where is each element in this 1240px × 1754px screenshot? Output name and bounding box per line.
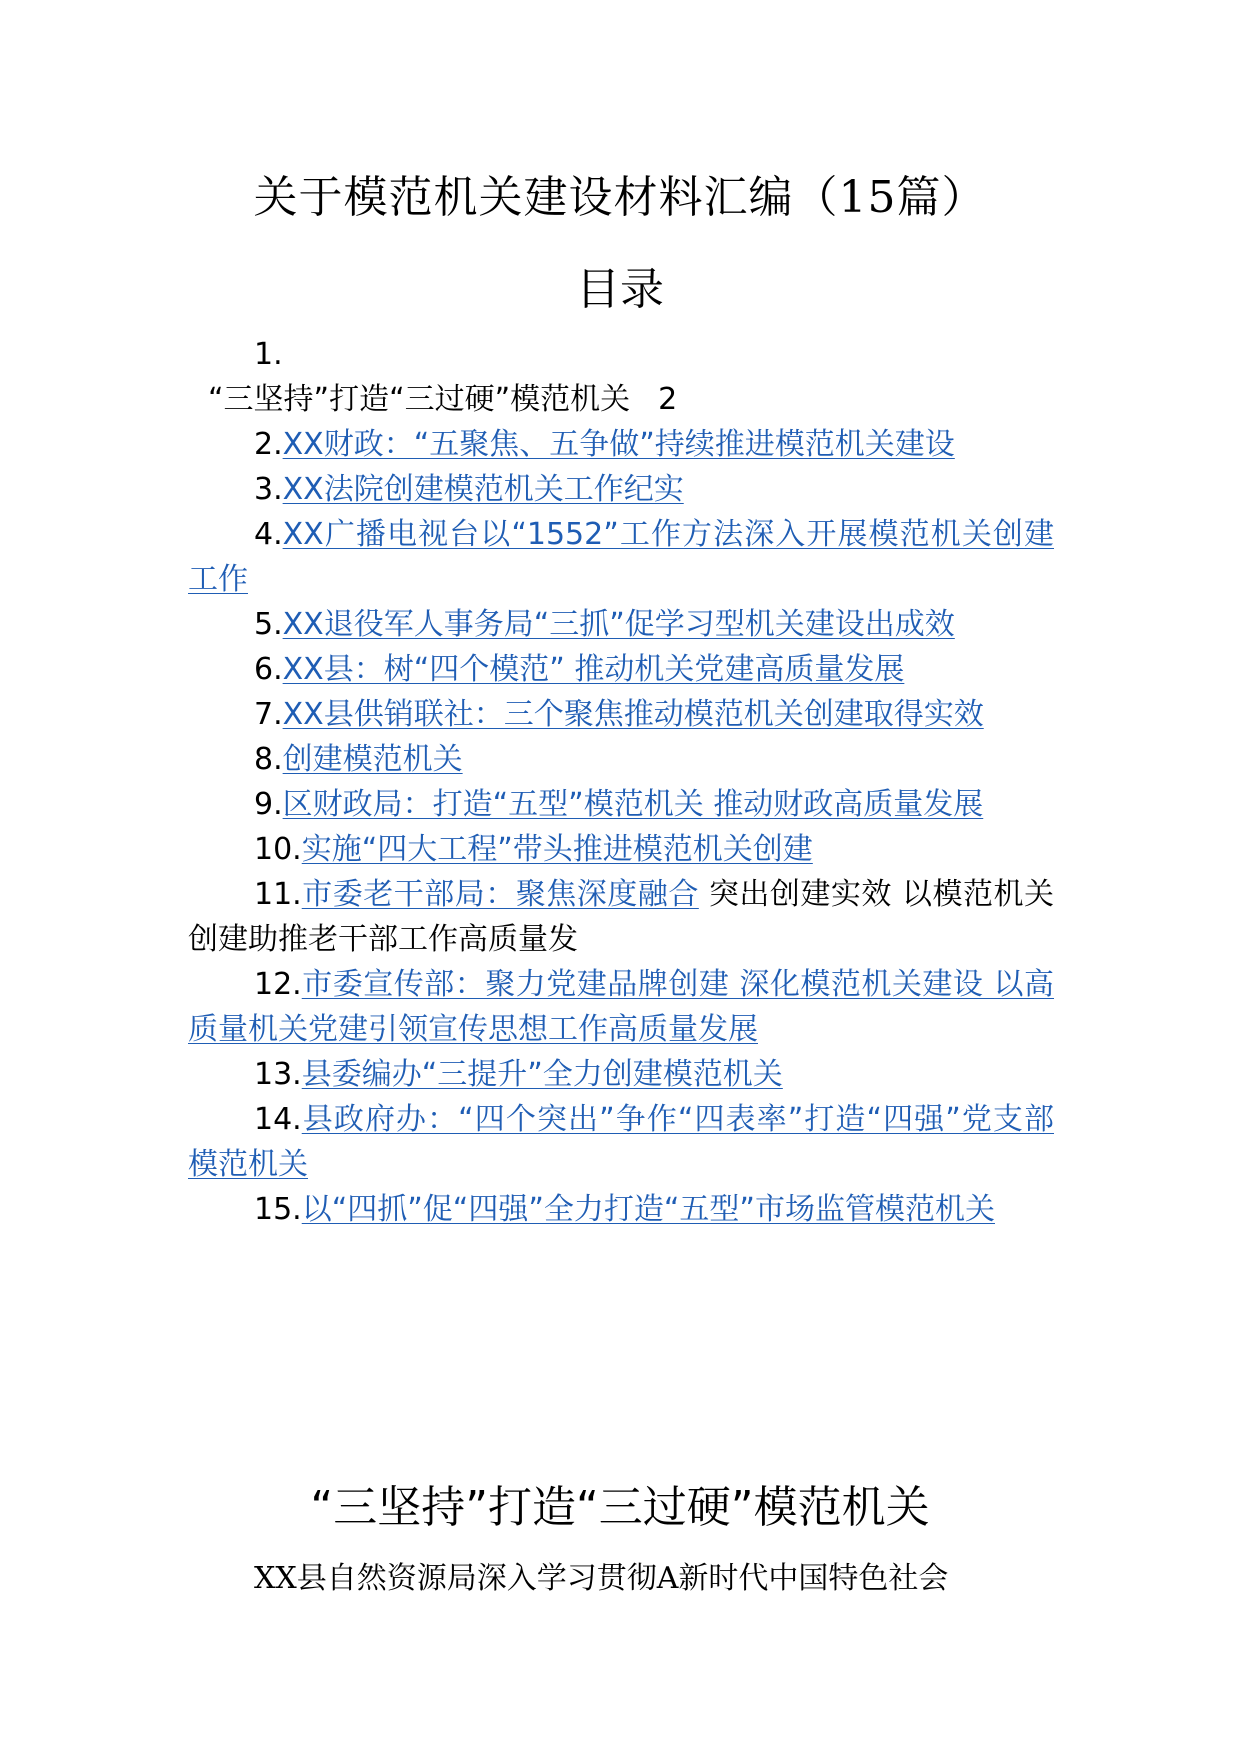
toc-entry-number: 1.	[254, 337, 283, 372]
toc-entry-number: 2.	[254, 427, 283, 462]
body-paragraph	[188, 1556, 1054, 1601]
toc-link[interactable]: XX县供销联社：三个聚焦推动模范机关创建取得实效	[282, 697, 984, 732]
section-heading: “三坚持”打造“三过硬”模范机关	[310, 1482, 930, 1533]
toc-entry-9	[188, 782, 1054, 827]
toc-entry-11	[188, 872, 1054, 962]
body-text-abbrev: XX	[254, 1561, 297, 1596]
toc-page-number: 2	[658, 382, 678, 417]
body-text-letter: A	[656, 1561, 679, 1596]
toc-link[interactable]: XX县：树“四个模范” 推动机关党建高质量发展	[282, 652, 905, 687]
toc-entry-1	[188, 332, 1054, 422]
toc-link[interactable]: 以“四抓”促“四强”全力打造“五型”市场监管模范机关	[301, 1192, 995, 1227]
toc-entry-7	[188, 692, 1054, 737]
title-suffix: 篇）	[896, 172, 987, 223]
body-text: 县自然资源局深入学习贯彻	[296, 1561, 657, 1596]
toc-entry-number: 13.	[254, 1057, 302, 1092]
toc-link[interactable]: 市委宣传部：聚力党建品牌创建 深化模范机关建设 以高质量机关党建引领宣传思想工作高质量发展	[188, 967, 1054, 1047]
toc-entry-number: 15.	[254, 1192, 302, 1227]
toc-entry-number: 6.	[254, 652, 283, 687]
toc-entry-14	[188, 1097, 1054, 1187]
toc-entry-6	[188, 647, 1054, 692]
toc-heading: 目录	[576, 264, 664, 315]
toc-entry-10	[188, 827, 1054, 872]
toc-entry-number: 14.	[254, 1102, 302, 1137]
toc-entry-continuation: 突出创建实效 以模范机关创建助推老干部工作高质量发	[188, 877, 1054, 957]
toc-entry-15	[188, 1187, 1054, 1232]
toc-entry-label: “三坚持”打造“三过硬”模范机关	[208, 382, 631, 417]
toc-entry-number: 11.	[254, 877, 302, 912]
toc-link[interactable]: 实施“四大工程”带头推进模范机关创建	[301, 832, 813, 867]
toc-entry-number: 12.	[254, 967, 302, 1002]
toc-link[interactable]: XX退役军人事务局“三抓”促学习型机关建设出成效	[282, 607, 955, 642]
toc-entry-number: 5.	[254, 607, 283, 642]
toc-entry-4	[188, 512, 1054, 602]
toc-entry-number: 9.	[254, 787, 283, 822]
toc-link[interactable]: XX法院创建模范机关工作纪实	[282, 472, 684, 507]
toc-entry-text	[188, 377, 1054, 422]
toc-entry-3	[188, 467, 1054, 512]
document-title	[0, 168, 1240, 228]
toc-link[interactable]: 县政府办：“四个突出”争作“四表率”打造“四强”党支部模范机关	[188, 1102, 1054, 1182]
toc-link[interactable]: XX财政：“五聚焦、五争做”持续推进模范机关建设	[282, 427, 955, 462]
toc-link[interactable]: 市委老干部局：聚焦深度融合	[301, 877, 699, 912]
toc-entry-number: 4.	[254, 517, 283, 552]
toc-entry-12	[188, 962, 1054, 1052]
body-text: 新时代中国特色社会	[678, 1561, 949, 1596]
toc-entry-2	[188, 422, 1054, 467]
toc-entry-number: 8.	[254, 742, 283, 777]
toc-entry-number: 10.	[254, 832, 302, 867]
toc-link[interactable]: 创建模范机关	[282, 742, 463, 777]
title-text: 关于模范机关建设材料汇编（	[253, 172, 839, 223]
toc-entry-number: 3.	[254, 472, 283, 507]
toc-entry-8	[188, 737, 1054, 782]
toc-link[interactable]: 县委编办“三提升”全力创建模范机关	[301, 1057, 783, 1092]
toc-link[interactable]: XX广播电视台以“1552”工作方法深入开展模范机关创建工作	[188, 517, 1054, 597]
title-count: 15	[838, 172, 897, 223]
table-of-contents	[188, 332, 1054, 1232]
toc-entry-5	[188, 602, 1054, 647]
toc-entry-13	[188, 1052, 1054, 1097]
toc-entry-number: 7.	[254, 697, 283, 732]
toc-link[interactable]: 区财政局：打造“五型”模范机关 推动财政高质量发展	[282, 787, 984, 822]
